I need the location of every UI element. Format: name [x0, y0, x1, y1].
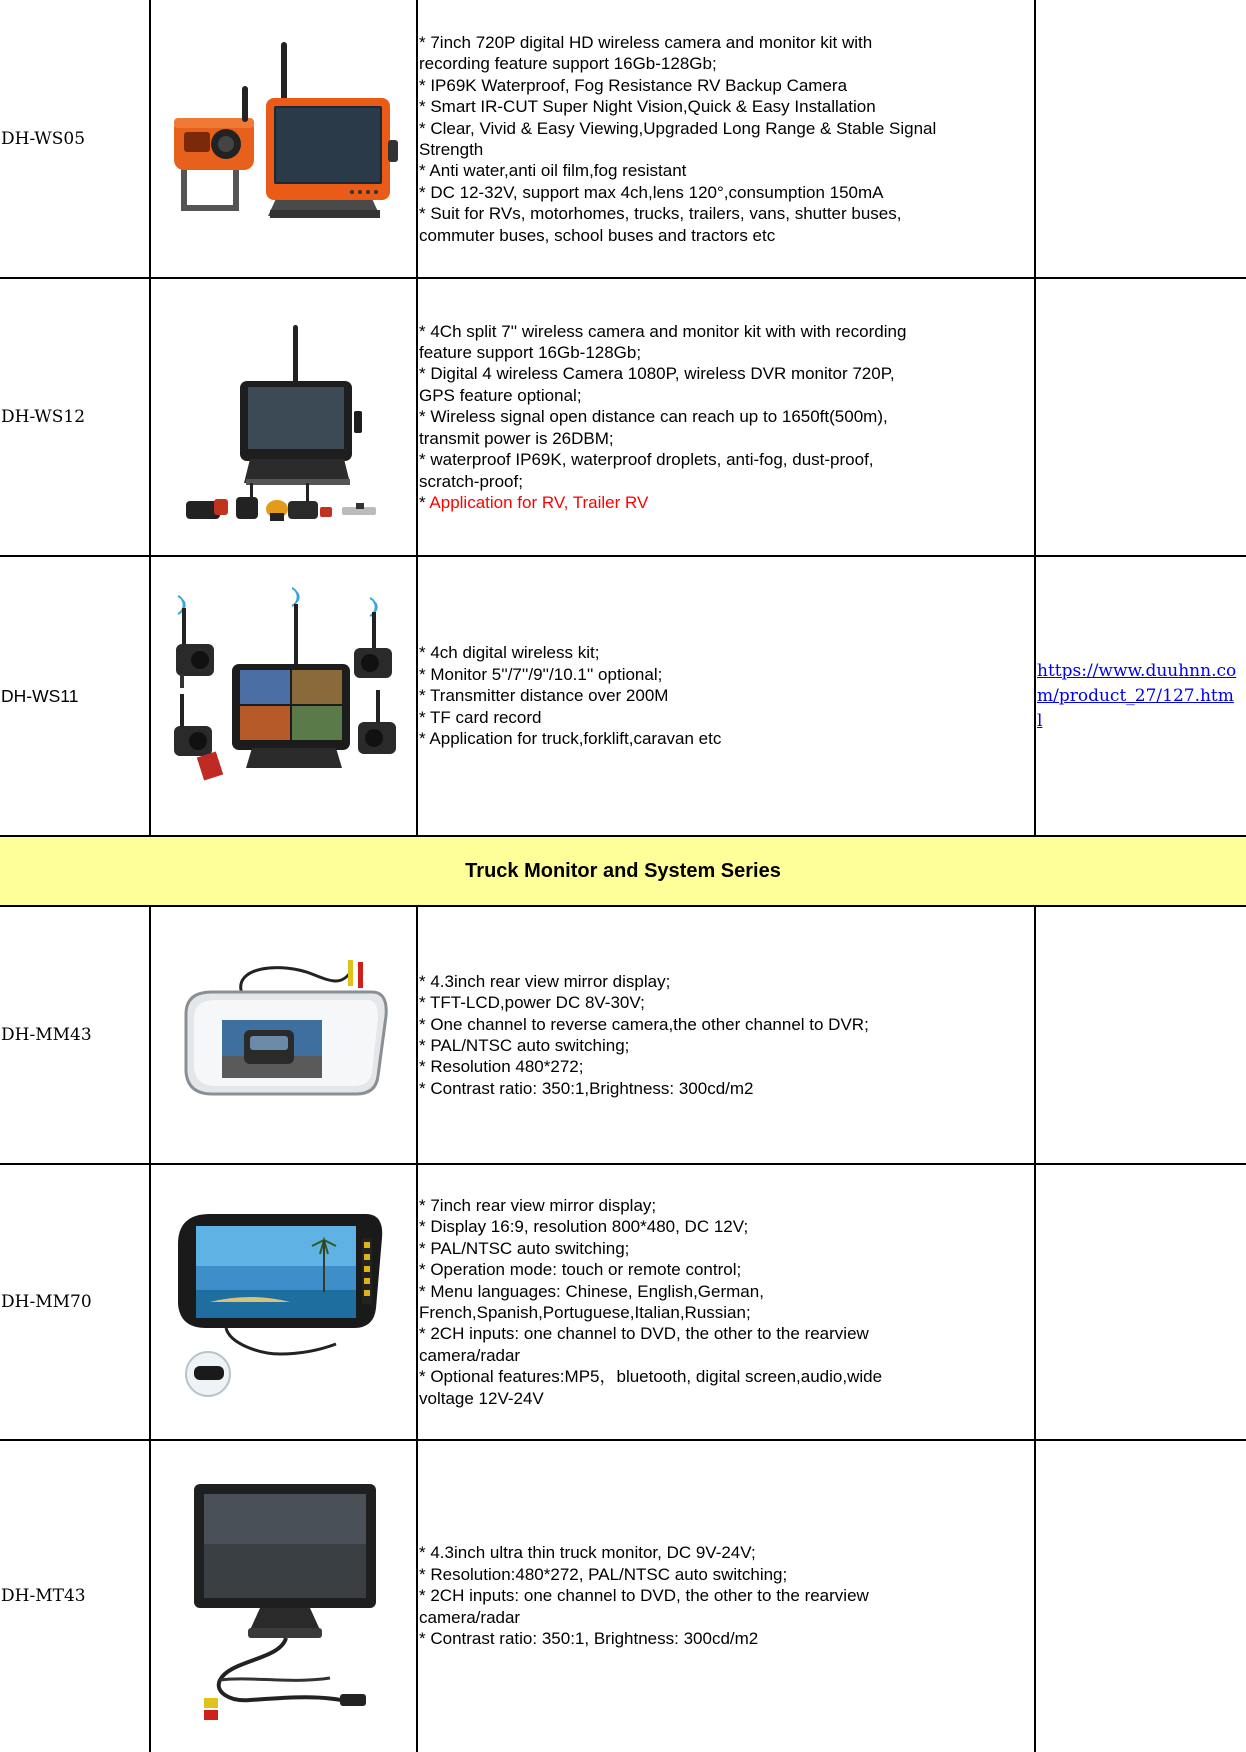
- table-row: [0, 1164, 1246, 1440]
- product-image: [190, 1480, 380, 1735]
- description-cell: [417, 1440, 1035, 1752]
- row-divider: [0, 905, 1246, 907]
- column-divider: [1034, 906, 1036, 1752]
- spec-line: * 4Ch split 7'' wireless camera and monitor kit with with recording: [419, 321, 907, 341]
- model-code: DH-MM70: [1, 1292, 92, 1312]
- model-cell: [0, 556, 150, 836]
- model-code: DH-WS12: [1, 407, 86, 427]
- description-cell: [417, 556, 1035, 836]
- product-image: [170, 1204, 395, 1404]
- spec-line: camera/radar: [419, 1345, 521, 1365]
- row-divider: [0, 835, 1246, 837]
- spec-line: * 2CH inputs: one channel to DVD, the other to the rearview: [419, 1324, 869, 1344]
- spec-line: camera/radar: [419, 1607, 521, 1627]
- spec-line: * Optional features:MP5，bluetooth, digital screen,audio,wide: [419, 1367, 883, 1387]
- table-row: [0, 0, 1246, 278]
- spec-line: Strength: [419, 140, 484, 159]
- spec-line: * 4.3inch ultra thin truck monitor, DC 9V-24V;: [419, 1543, 756, 1563]
- spec-line: * One channel to reverse camera,the other channel to DVR;: [419, 1014, 869, 1034]
- model-cell: [0, 906, 150, 1164]
- spec-line: * 7inch rear view mirror display;: [419, 1195, 657, 1215]
- spec-line: commuter buses, school buses and tractors etc: [419, 225, 776, 245]
- spec-line: * Clear, Vivid & Easy Viewing,Upgraded Long Range & Stable Signal: [419, 118, 937, 138]
- link-cell: [1035, 556, 1246, 836]
- product-image-cell: [150, 906, 417, 1164]
- table-row: [0, 1440, 1246, 1752]
- link-cell: [1035, 278, 1246, 556]
- product-image-cell: [150, 556, 417, 836]
- model-cell: [0, 0, 150, 278]
- product-image-cell: [150, 0, 417, 278]
- model-code: DH-MM43: [1, 1025, 92, 1045]
- spec-line: * Display 16:9, resolution 800*480, DC 12V;: [419, 1217, 749, 1237]
- model-cell: [0, 278, 150, 556]
- bullet: *: [419, 492, 430, 512]
- row-divider: [0, 277, 1246, 279]
- model-cell: [0, 1440, 150, 1752]
- spec-line: * IP69K Waterproof, Fog Resistance RV Backup Camera: [419, 75, 848, 95]
- spec-line: * Wireless signal open distance can reach up to 1650ft(500m),: [419, 407, 888, 427]
- spec-line: * Resolution:480*272, PAL/NTSC auto switching;: [419, 1564, 788, 1584]
- spec-line: * Digital 4 wireless Camera 1080P, wireless DVR monitor 720P,: [419, 364, 895, 384]
- spec-list: [419, 971, 869, 1099]
- row-divider: [0, 1163, 1246, 1165]
- spec-line: * Resolution 480*272;: [419, 1057, 584, 1077]
- section-banner: [0, 836, 1246, 906]
- spec-list: [419, 1195, 882, 1409]
- spec-line: * 7inch 720P digital HD wireless camera and monitor kit with: [419, 32, 873, 52]
- spec-line: * TF card record: [419, 707, 542, 727]
- spec-line: * PAL/NTSC auto switching;: [419, 1238, 630, 1258]
- spec-list: [419, 321, 906, 514]
- spec-line: scratch-proof;: [419, 471, 523, 491]
- link-cell: [1035, 1440, 1246, 1752]
- link-cell: [1035, 0, 1246, 278]
- product-image: [170, 586, 400, 796]
- spec-line: voltage 12V-24V: [419, 1388, 544, 1408]
- table-row: [0, 906, 1246, 1164]
- spec-list: [419, 1542, 869, 1649]
- spec-line: * Operation mode: touch or remote control;: [419, 1260, 742, 1280]
- product-image: [172, 956, 397, 1106]
- description-cell: [417, 278, 1035, 556]
- description-cell: [417, 906, 1035, 1164]
- spec-line: * Menu languages: Chinese, English,German,: [419, 1281, 764, 1301]
- model-code: DH-WS05: [1, 129, 86, 149]
- model-code: DH-MT43: [1, 1586, 86, 1606]
- spec-list: [419, 642, 721, 749]
- application-note: Application for RV, Trailer RV: [429, 492, 649, 512]
- spec-line: * TFT-LCD,power DC 8V-30V;: [419, 993, 645, 1013]
- link-cell: [1035, 1164, 1246, 1440]
- section-title: Truck Monitor and System Series: [465, 859, 781, 882]
- spec-line: * PAL/NTSC auto switching;: [419, 1036, 630, 1055]
- spec-list: [419, 32, 936, 246]
- product-link[interactable]: https://www.duuhnn.com/product_27/127.html: [1037, 660, 1237, 731]
- product-image-cell: [150, 1440, 417, 1752]
- link-cell: [1035, 906, 1246, 1164]
- product-image-cell: [150, 1164, 417, 1440]
- description-cell: [417, 1164, 1035, 1440]
- spec-line: recording feature support 16Gb-128Gb;: [419, 54, 717, 74]
- product-image: [180, 323, 390, 523]
- model-cell: [0, 1164, 150, 1440]
- column-divider: [149, 906, 151, 1752]
- spec-line: GPS feature optional;: [419, 385, 582, 405]
- spec-line: * Contrast ratio: 350:1, Brightness: 300cd/m2: [419, 1629, 759, 1649]
- spec-line-application: [419, 492, 906, 513]
- spec-line: * 4ch digital wireless kit;: [419, 643, 600, 663]
- spec-line: * Application for truck,forklift,caravan etc: [419, 729, 722, 749]
- spec-line: * waterproof IP69K, waterproof droplets, anti-fog, dust-proof,: [419, 450, 874, 470]
- spec-line: * Transmitter distance over 200M: [419, 686, 669, 706]
- spec-line: * Monitor 5''/7''/9''/10.1'' optional;: [419, 664, 663, 684]
- column-divider: [416, 906, 418, 1752]
- table-row: [0, 556, 1246, 836]
- spec-line: French,Spanish,Portuguese,Italian,Russian;: [419, 1303, 751, 1322]
- row-divider: [0, 555, 1246, 557]
- spec-line: * Contrast ratio: 350:1,Brightness: 300cd/m2: [419, 1078, 754, 1098]
- spec-line: * DC 12-32V, support max 4ch,lens 120°,consumption 150mA: [419, 182, 884, 202]
- product-image: [170, 40, 400, 225]
- table-row: [0, 278, 1246, 556]
- column-divider: [1034, 0, 1036, 836]
- column-divider: [416, 0, 418, 836]
- spec-line: feature support 16Gb-128Gb;: [419, 343, 642, 363]
- spec-line: transmit power is 26DBM;: [419, 428, 614, 448]
- spec-line: * Suit for RVs, motorhomes, trucks, trailers, vans, shutter buses,: [419, 204, 902, 224]
- description-cell: [417, 0, 1035, 278]
- model-code: DH-WS11: [1, 685, 79, 706]
- spec-line: * 4.3inch rear view mirror display;: [419, 971, 671, 991]
- spec-line: * 2CH inputs: one channel to DVD, the other to the rearview: [419, 1586, 869, 1606]
- row-divider: [0, 1439, 1246, 1441]
- column-divider: [149, 0, 151, 836]
- spec-line: * Smart IR-CUT Super Night Vision,Quick & Easy Installation: [419, 97, 876, 117]
- spec-line: * Anti water,anti oil film,fog resistant: [419, 161, 687, 181]
- product-image-cell: [150, 278, 417, 556]
